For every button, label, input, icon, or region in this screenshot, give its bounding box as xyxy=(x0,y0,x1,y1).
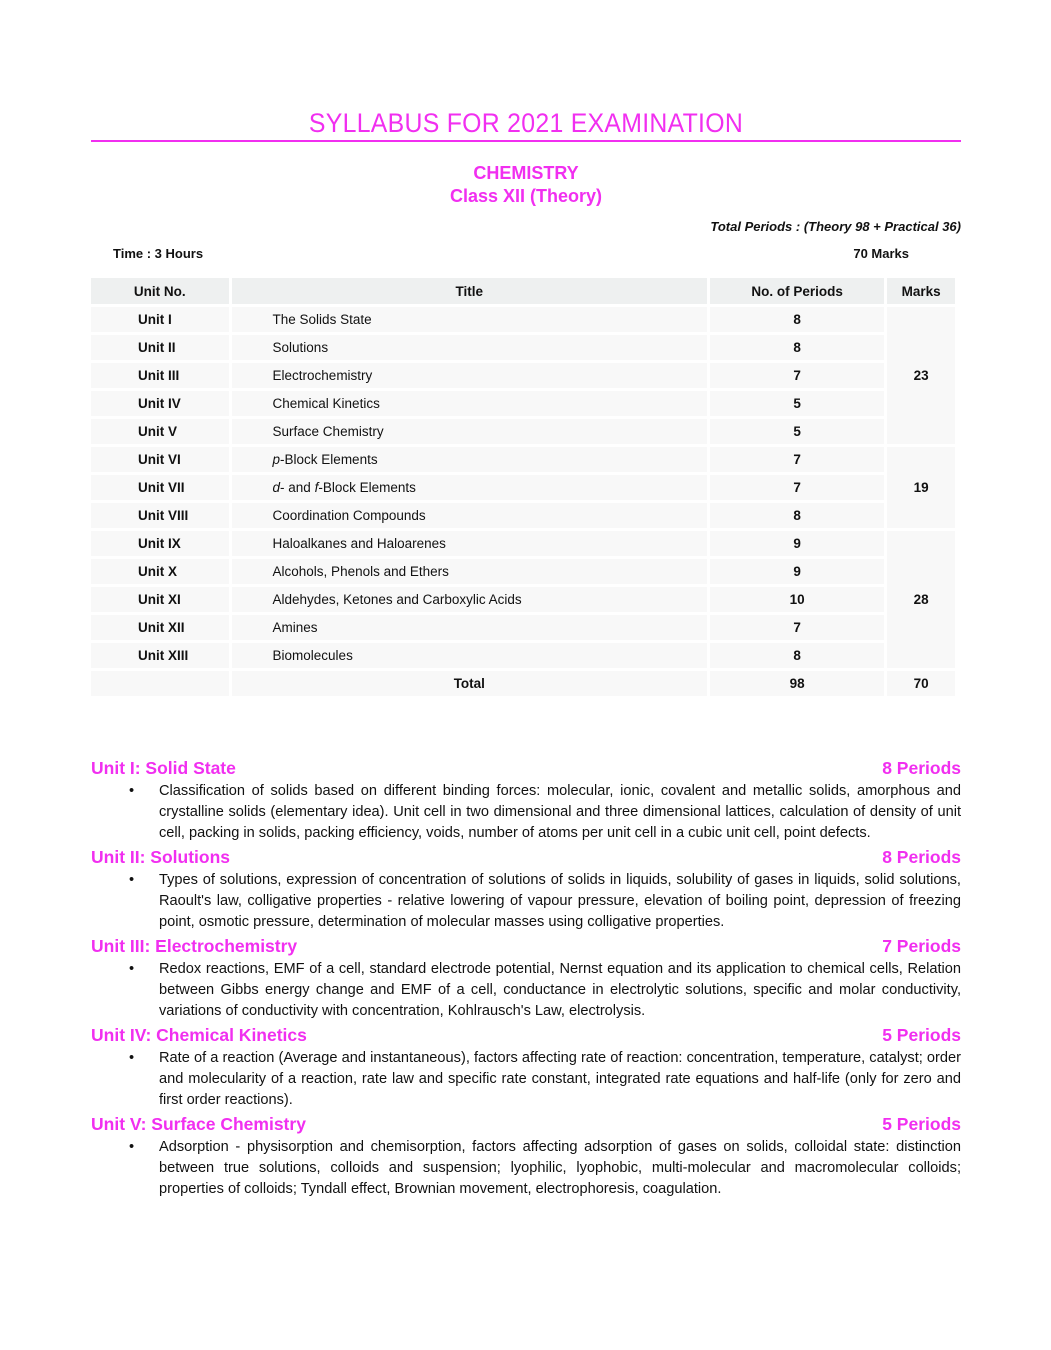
unit-periods-label: 7 Periods xyxy=(882,936,961,956)
italic-f: f xyxy=(314,480,319,495)
unit-title: Chemical Kinetics xyxy=(232,391,708,416)
unit-section xyxy=(91,846,961,933)
unit-periods: 7 xyxy=(710,363,884,388)
group-marks: 28 xyxy=(887,531,955,668)
unit-description: Rate of a reaction (Average and instantaneous), factors affecting rate of reaction: concentration, temperature, catalyst; order and molecularity of a reaction, rate law and specific rate constant, integrated rate equations and half-life (only for zero and first order reactions). xyxy=(159,1050,961,1108)
table-row xyxy=(91,531,955,556)
total-periods: Total Periods : (Theory 98 + Practical 36) xyxy=(710,219,961,234)
unit-periods: 7 xyxy=(710,475,884,500)
units-table xyxy=(88,275,958,699)
title-rest: -Block Elements xyxy=(280,452,378,467)
unit-details xyxy=(91,757,961,1202)
unit-title: Aldehydes, Ketones and Carboxylic Acids xyxy=(232,587,708,612)
unit-periods: 8 xyxy=(710,643,884,668)
unit-title: The Solids State xyxy=(232,307,708,332)
unit-description: Adsorption - physisorption and chemisorption, factors affecting adsorption of gases on solids, colloidal state: distinction between true solutions, colloids and suspension; lyophilic, lyophobic, multi-molecular and macromolecular colloids; properties of colloids; Tyndall effect, Brownian movement, electrophoresis, coagulation. xyxy=(159,1139,961,1197)
unit-no: Unit XII xyxy=(91,615,229,640)
unit-no: Unit IV xyxy=(91,391,229,416)
unit-periods: 7 xyxy=(710,615,884,640)
subject-name: CHEMISTRY xyxy=(473,163,579,183)
table-row xyxy=(91,363,955,388)
table-row xyxy=(91,447,955,472)
unit-no: Unit VIII xyxy=(91,503,229,528)
italic-d: d xyxy=(272,480,281,495)
unit-no: Unit X xyxy=(91,559,229,584)
unit-periods: 7 xyxy=(710,447,884,472)
table-row xyxy=(91,391,955,416)
table-row xyxy=(91,503,955,528)
unit-periods: 9 xyxy=(710,559,884,584)
total-periods-value: 98 xyxy=(710,671,884,696)
table-row xyxy=(91,419,955,444)
table-row xyxy=(91,335,955,360)
unit-periods: 10 xyxy=(710,587,884,612)
unit-periods: 8 xyxy=(710,307,884,332)
unit-section xyxy=(91,757,961,844)
unit-heading: Unit IV: Chemical Kinetics xyxy=(91,1025,307,1045)
unit-no: Unit XIII xyxy=(91,643,229,668)
exam-time: Time : 3 Hours xyxy=(113,246,204,261)
unit-title: Haloalkanes and Haloarenes xyxy=(232,531,708,556)
title-divider xyxy=(91,140,961,142)
unit-periods: 8 xyxy=(710,503,884,528)
bullet-icon: • xyxy=(129,872,135,888)
unit-title: Electrochemistry xyxy=(232,363,708,388)
unit-title xyxy=(232,447,708,472)
table-row xyxy=(91,587,955,612)
bullet-icon: • xyxy=(129,961,135,977)
unit-heading: Unit I: Solid State xyxy=(91,758,236,778)
total-label: Total xyxy=(232,671,708,696)
col-periods: No. of Periods xyxy=(710,278,884,304)
unit-title: Coordination Compounds xyxy=(232,503,708,528)
table-row xyxy=(91,559,955,584)
table-total-row xyxy=(91,671,955,696)
class-name: Class XII (Theory) xyxy=(449,186,603,206)
bullet-icon: • xyxy=(129,1139,135,1155)
table-row xyxy=(91,307,955,332)
unit-periods-label: 5 Periods xyxy=(882,1114,961,1134)
bullet-icon: • xyxy=(129,783,135,799)
unit-heading: Unit III: Electrochemistry xyxy=(91,936,298,956)
unit-heading: Unit II: Solutions xyxy=(91,847,231,867)
unit-periods: 9 xyxy=(710,531,884,556)
unit-title xyxy=(232,475,708,500)
unit-no: Unit VII xyxy=(91,475,229,500)
table-row xyxy=(91,643,955,668)
group-marks: 19 xyxy=(887,447,955,528)
unit-title: Solutions xyxy=(232,335,708,360)
unit-description: Types of solutions, expression of concentration of solutions of solids in liquids, solubility of gases in liquids, solid solutions, Raoult's law, colligative properties - relative lowering of vapour pressure, elevation of boiling point, depression of freezing point, osmotic pressure, determination of molecular masses using colligative properties. xyxy=(159,872,961,930)
unit-no: Unit II xyxy=(91,335,229,360)
unit-periods: 5 xyxy=(710,419,884,444)
unit-no: Unit IX xyxy=(91,531,229,556)
unit-no: Unit XI xyxy=(91,587,229,612)
col-title: Title xyxy=(232,278,708,304)
unit-title: Surface Chemistry xyxy=(232,419,708,444)
unit-section xyxy=(91,935,961,1022)
unit-heading: Unit V: Surface Chemistry xyxy=(91,1114,306,1134)
unit-title: Alcohols, Phenols and Ethers xyxy=(232,559,708,584)
total-marks-value: 70 xyxy=(887,671,955,696)
unit-title: Amines xyxy=(232,615,708,640)
bullet-icon: • xyxy=(129,1050,135,1066)
unit-description: Redox reactions, EMF of a cell, standard electrode potential, Nernst equation and its application to chemical cells, Relation between Gibbs energy change and EMF of a cell, conductance in electrolytic solutions, specific and molar conductivity, variations of conductivity with concentration, Kohlrausch's Law, electrolysis. xyxy=(159,961,961,1019)
subject-heading xyxy=(91,162,961,208)
unit-periods-label: 8 Periods xyxy=(882,847,961,867)
italic-p: p xyxy=(272,452,281,467)
unit-periods: 5 xyxy=(710,391,884,416)
unit-no: Unit V xyxy=(91,419,229,444)
unit-section xyxy=(91,1024,961,1111)
group-marks: 23 xyxy=(887,307,955,444)
table-row xyxy=(91,475,955,500)
col-marks: Marks xyxy=(887,278,955,304)
unit-periods-label: 8 Periods xyxy=(882,758,961,778)
unit-no: Unit I xyxy=(91,307,229,332)
unit-no: Unit VI xyxy=(91,447,229,472)
unit-periods: 8 xyxy=(710,335,884,360)
table-row xyxy=(91,615,955,640)
table-header-row xyxy=(91,278,955,304)
page-title: SYLLABUS FOR 2021 EXAMINATION xyxy=(308,108,744,138)
unit-description: Classification of solids based on different binding forces: molecular, ionic, covalent and metallic solids, amorphous and crystalline solids (elementary idea). Unit cell in two dimensional and three dimensional lattices, calculation of density of unit cell, packing in solids, packing efficiency, voids, number of atoms per unit cell in a cubic unit cell, point defects. xyxy=(159,783,961,841)
total-marks: 70 Marks xyxy=(853,246,909,261)
empty-cell xyxy=(91,671,229,696)
title-mid: - and xyxy=(280,480,315,495)
title-rest: -Block Elements xyxy=(318,480,416,495)
unit-periods-label: 5 Periods xyxy=(882,1025,961,1045)
unit-no: Unit III xyxy=(91,363,229,388)
col-unit-no: Unit No. xyxy=(91,278,229,304)
unit-title: Biomolecules xyxy=(232,643,708,668)
unit-section xyxy=(91,1113,961,1200)
